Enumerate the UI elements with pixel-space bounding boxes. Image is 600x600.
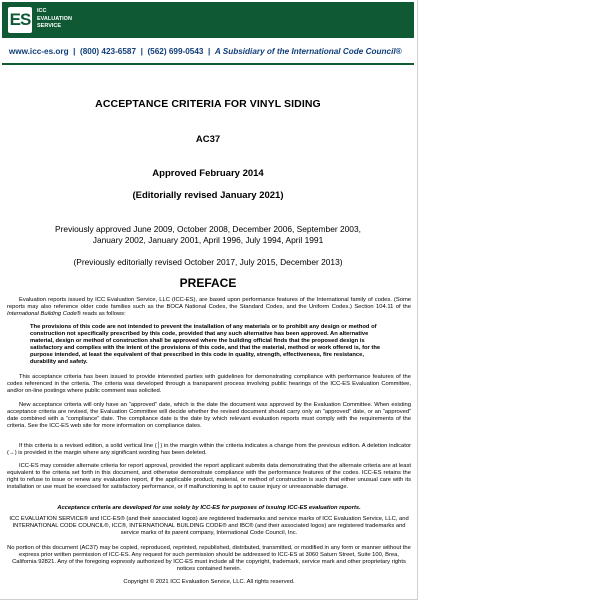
document-code: AC37 <box>195 134 221 145</box>
preface-paragraph-4: If this criteria is a revised edition, a solid vertical line (│) in the margin within the criteria indicates a change from the previous edition. A deletion indicator (→) is provided in the margin where any significant wording has been deleted. <box>7 443 411 457</box>
preface-paragraph-1 <box>7 297 411 318</box>
phone-number-1: (800) 423-6587 <box>80 47 137 56</box>
preface-paragraph-5: ICC-ES may consider alternate criteria for report approval, provided the report applicant submits data demonstrating that the alternate criteria are at least equivalent to the criteria set forth in this document, and otherwise demonstrate compliance with the performance features of the codes. ICC-ES retains the right to refuse to issue or renew any evaluation report, if the applicable product, material, or method of construction is such that either unusual care with its installation or use must be exercised for satisfactory performance, or if malfunctioning is apt to cause injury or unreasonable damage. <box>7 463 411 491</box>
preface-paragraph-2: This acceptance criteria has been issued to provide interested parties with guidelines for demonstrating compliance with performance features of the codes referenced in the criteria. The criteria was developed through a transparent process involving public hearings of the ICC-ES Evaluation Committee, and/or on-line postings where public comment was solicited. <box>7 374 411 395</box>
trademark-notice: ICC EVALUATION SERVICE® and ICC-ES® (and their associated logos) are registered trademarks and service marks of ICC Evaluation Service, LLC, and INTERNATIONAL CODE COUNCIL®, ICC®, INTERNATIONAL BUILDING CODE® and IBC® (and their associated logos) are registered trademarks and service marks of its parent company, International Code Council, Inc. <box>9 516 409 537</box>
header-banner <box>2 2 414 38</box>
usage-note: Acceptance criteria are developed for use solely by ICC-ES for purposes of issuing ICC-ES evaluation reports. <box>57 505 361 511</box>
separator: | <box>208 47 211 56</box>
previously-approved-line: Previously approved June 2009, October 2008, December 2006, September 2003, <box>55 224 361 234</box>
icc-es-logo <box>8 7 32 33</box>
previously-approved <box>10 224 406 246</box>
separator: | <box>140 47 143 56</box>
permission-notice: No portion of this document (AC37) may be copied, reproduced, reprinted, republished, distributed, transmitted, or modified in any form or manner without the express prior written permission of ICC-ES. Any request for such permission should be addressed to ICC-ES at 3060 Saturn Street, Suite 100, Brea, California 92821. Any of the foregoing expressly authorized by ICC-ES must include all the copyright, trademark, service mark and other proprietary rights notices contained herein. <box>7 545 411 573</box>
copyright-notice: Copyright © 2021 ICC Evaluation Service, LLC. All rights reserved. <box>123 579 295 585</box>
paragraph-text: Evaluation reports issued by ICC Evaluation Service, LLC (ICC-ES), are based upon performance features of the International family of codes. (Some reports may also reference older code families such as the BOCA National Codes, the Standard Codes, and the Uniform Codes.) Section 104.11 of the <box>7 297 411 311</box>
phone-number-2: (562) 699-0543 <box>147 47 204 56</box>
website-link[interactable]: www.icc-es.org <box>8 47 69 56</box>
editorial-revision: (Editorially revised January 2021) <box>132 190 284 201</box>
document-title: ACCEPTANCE CRITERIA FOR VINYL SIDING <box>95 98 321 110</box>
logo-text-line: EVALUATION <box>37 15 72 22</box>
paragraph-text: ® reads as follows: <box>76 311 126 318</box>
subsidiary-note: A Subsidiary of the International Code Council® <box>214 47 402 56</box>
preface-heading: PREFACE <box>179 276 237 290</box>
separator: | <box>73 47 76 56</box>
header-rule <box>2 63 414 65</box>
code-name: International Building Code <box>7 311 77 318</box>
preface-paragraph-3: New acceptance criteria will only have an “approved” date, which is the date the document was approved by the Evaluation Committee. When existing acceptance criteria are revised, the Evaluation Committee will decide whether the revised document should carry only an “approved” date, or an “approved” date combined with a “compliance” date. The compliance date is the date by which relevant evaluation reports must comply with the requirements of the criteria. See the ICC-ES web site for more information on compliance dates. <box>7 402 411 430</box>
contact-bar <box>2 44 414 60</box>
logo-text-line: ICC <box>37 8 47 14</box>
logo-text <box>37 8 117 31</box>
previously-approved-line: January 2002, January 2001, April 1996, July 1994, April 1991 <box>92 235 324 245</box>
code-quote: The provisions of this code are not intended to prevent the installation of any materials or to prohibit any design or method of construction not specifically prescribed by this code, provided that any such alternative has been approved. An alternative material, design or method of construction shall be approved where the building official finds that the proposed design is satisfactory and complies with the intent of the provisions of this code, and that the material, method or work offered is, for the purpose intended, at least the equivalent of that prescribed in this code in quality, strength, effectiveness, fire resistance, durability and safety. <box>30 324 381 366</box>
previously-edited: (Previously editorially revised October 2017, July 2015, December 2013) <box>73 257 343 267</box>
approval-date: Approved February 2014 <box>152 168 264 179</box>
logo-letters: ES <box>9 10 31 29</box>
logo-text-line: SERVICE <box>37 23 62 29</box>
